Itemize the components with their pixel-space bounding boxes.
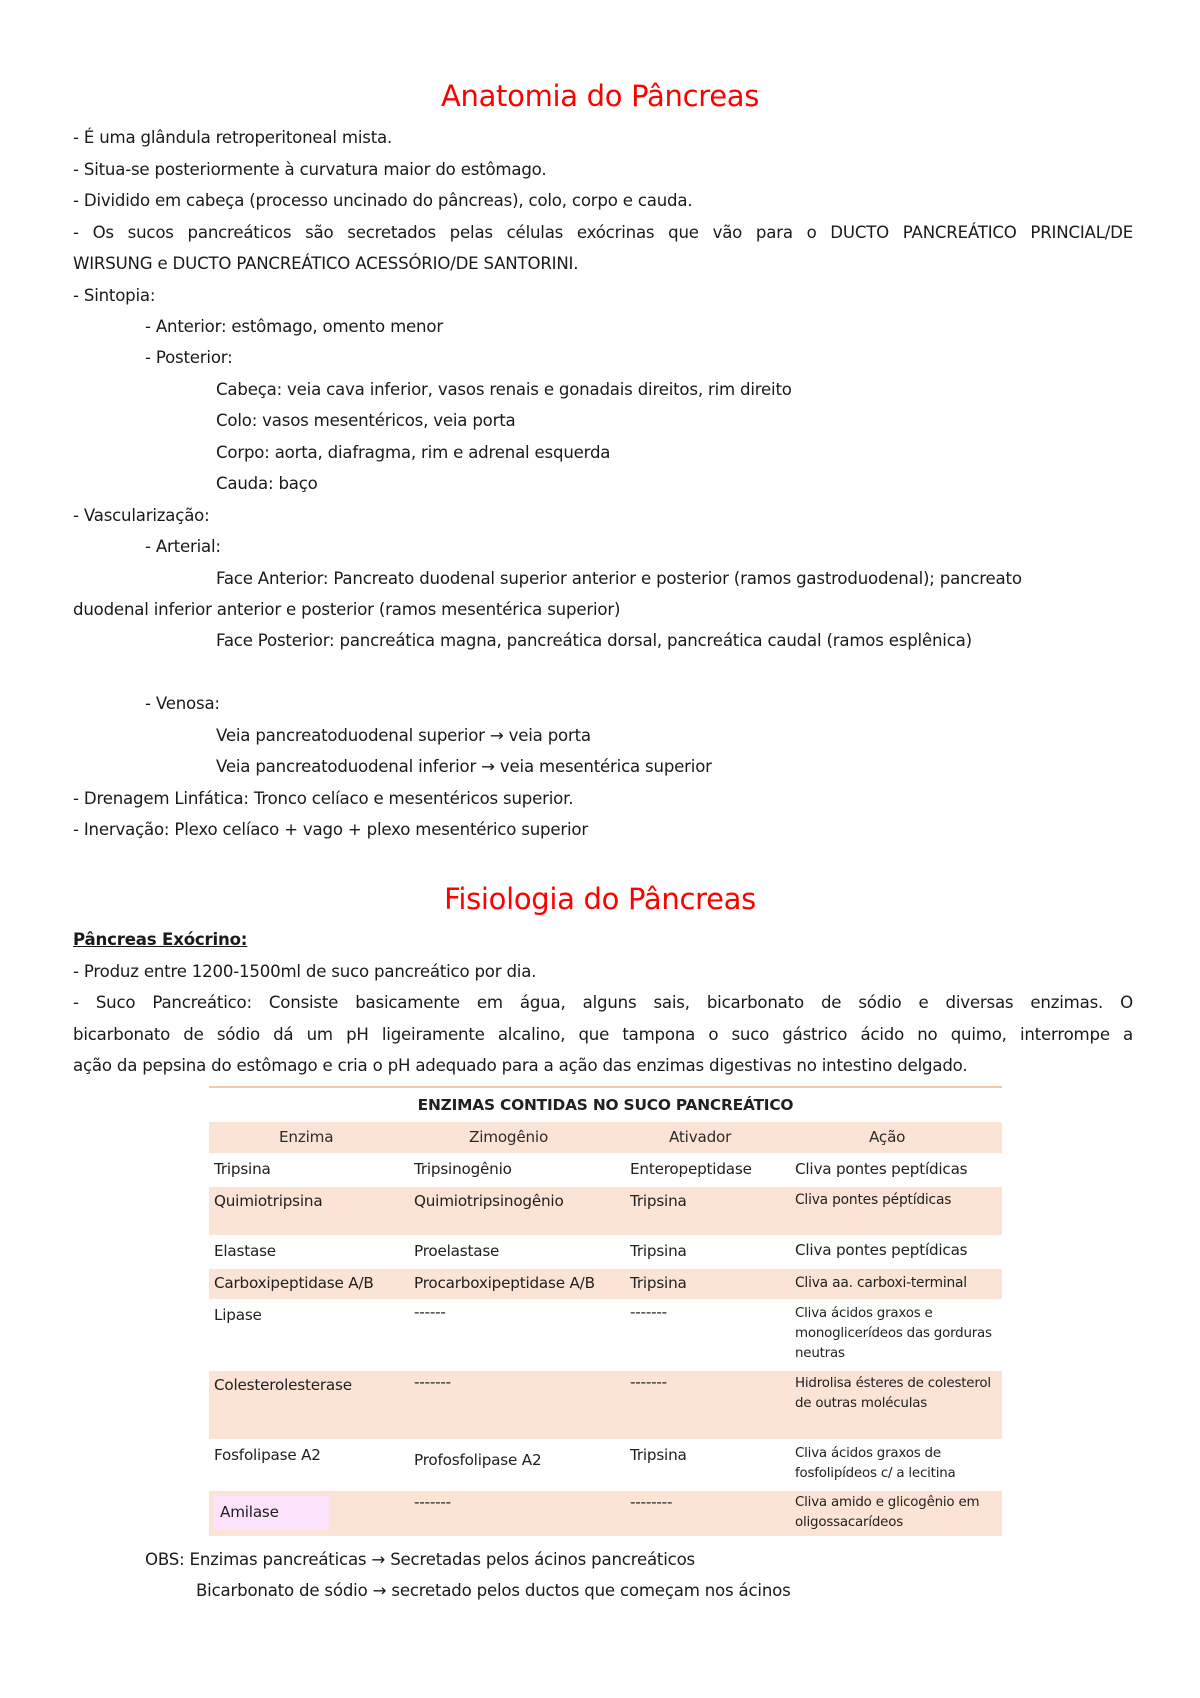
cell-zimogenio: -------	[414, 1493, 451, 1511]
cell-ativador: --------	[630, 1493, 673, 1511]
face-anterior-line-a: Face Anterior: Pancreato duodenal superior anterior e posterior (ramos gastroduodenal); pancreato	[216, 569, 1022, 588]
cell-ativador: Enteropeptidase	[630, 1160, 752, 1178]
header-zimogenio: Zimogênio	[469, 1128, 549, 1146]
cell-zimogenio: ------	[414, 1303, 446, 1321]
anatomy-line-1: - É uma glândula retroperitoneal mista.	[73, 128, 393, 147]
posterior-cabeca: Cabeça: veia cava inferior, vasos renais e gonadais direitos, rim direito	[216, 380, 792, 399]
physiology-subtitle: Pâncreas Exócrino:	[73, 930, 248, 949]
cell-zimogenio: Procarboxipeptidase A/B	[414, 1274, 595, 1292]
cell-acao: Cliva pontes peptídicas	[795, 1241, 968, 1259]
cell-enzima: Colesterolesterase	[214, 1376, 352, 1394]
face-anterior-line-b: duodenal inferior anterior e posterior (ramos mesentérica superior)	[73, 600, 621, 619]
table-row	[209, 1155, 1002, 1185]
cell-acao: Cliva amido e glicogênio em oligossacarídeos	[795, 1495, 980, 1530]
table-row	[209, 1237, 1002, 1267]
cell-enzima: Tripsina	[214, 1160, 271, 1178]
table-row	[209, 1301, 1002, 1369]
cell-enzima: Elastase	[214, 1242, 276, 1260]
physiology-line-1: - Produz entre 1200-1500ml de suco pancreático por dia.	[73, 962, 537, 981]
header-enzima: Enzima	[279, 1128, 334, 1146]
inervacao: - Inervação: Plexo celíaco + vago + plexo mesentérico superior	[73, 820, 589, 839]
cell-enzima: Carboxipeptidase A/B	[214, 1274, 374, 1292]
posterior-cauda: Cauda: baço	[216, 474, 318, 493]
table-row	[209, 1187, 1002, 1235]
cell-ativador: Tripsina	[630, 1274, 687, 1292]
arterial-heading: - Arterial:	[145, 537, 221, 556]
cell-ativador: Tripsina	[630, 1242, 687, 1260]
table-header-row	[209, 1122, 1002, 1153]
cell-acao: Cliva pontes peptídicas	[795, 1160, 968, 1178]
cell-zimogenio: -------	[414, 1373, 451, 1391]
physiology-title: Fisiologia do Pâncreas	[444, 882, 756, 916]
cell-acao: Cliva aa. carboxi-terminal	[795, 1275, 967, 1291]
obs-line-2: Bicarbonato de sódio → secretado pelos ductos que começam nos ácinos	[196, 1581, 791, 1600]
table-row	[209, 1371, 1002, 1439]
cell-zimogenio: Profosfolipase A2	[414, 1451, 542, 1469]
venosa-line-1: Veia pancreatoduodenal superior → veia porta	[216, 726, 591, 745]
table-top-rule	[209, 1086, 1002, 1088]
posterior-corpo: Corpo: aorta, diafragma, rim e adrenal esquerda	[216, 443, 611, 462]
cell-zimogenio: Quimiotripsinogênio	[414, 1192, 564, 1210]
anatomy-line-2: - Situa-se posteriormente à curvatura maior do estômago.	[73, 160, 547, 179]
sintopia-heading: - Sintopia:	[73, 286, 156, 305]
posterior-colo: Colo: vasos mesentéricos, veia porta	[216, 411, 516, 430]
cell-enzima: Amilase	[220, 1503, 279, 1521]
cell-ativador: -------	[630, 1373, 667, 1391]
cell-zimogenio: Tripsinogênio	[414, 1160, 512, 1178]
anatomy-line-4b: WIRSUNG e DUCTO PANCREÁTICO ACESSÓRIO/DE SANTORINI.	[73, 254, 579, 273]
obs-line-1: OBS: Enzimas pancreáticas → Secretadas pelos ácinos pancreáticos	[145, 1550, 695, 1569]
table-row	[209, 1269, 1002, 1299]
cell-acao: Cliva pontes péptídicas	[795, 1192, 952, 1208]
face-posterior: Face Posterior: pancreática magna, pancreática dorsal, pancreática caudal (ramos esplênica)	[216, 631, 972, 650]
cell-enzima: Quimiotripsina	[214, 1192, 323, 1210]
physiology-line-2c: ação da pepsina do estômago e cria o pH adequado para a ação das enzimas digestivas no intestino delgado.	[73, 1056, 968, 1075]
physiology-line-2a: - Suco Pancreático: Consiste basicamente em água, alguns sais, bicarbonato de sódio e diversas enzimas. O	[73, 993, 1133, 1012]
table-title: ENZIMAS CONTIDAS NO SUCO PANCREÁTICO	[417, 1096, 794, 1114]
vascularizacao-heading: - Vascularização:	[73, 506, 210, 525]
table-row	[209, 1491, 1002, 1536]
cell-ativador: -------	[630, 1303, 667, 1321]
cell-acao: Cliva ácidos graxos de fosfolipídeos c/ a lecitina	[795, 1446, 956, 1481]
cell-ativador: Tripsina	[630, 1446, 687, 1464]
cell-enzima: Fosfolipase A2	[214, 1446, 321, 1464]
anatomy-line-4a: - Os sucos pancreáticos são secretados pelas células exócrinas que vão para o DUCTO PANCREÁTICO PRINCIAL/DE	[73, 223, 1133, 242]
sintopia-posterior: - Posterior:	[145, 348, 233, 367]
cell-ativador: Tripsina	[630, 1192, 687, 1210]
sintopia-anterior: - Anterior: estômago, omento menor	[145, 317, 443, 336]
venosa-line-2: Veia pancreatoduodenal inferior → veia mesentérica superior	[216, 757, 712, 776]
table-row	[209, 1441, 1002, 1489]
drenagem-linfatica: - Drenagem Linfática: Tronco celíaco e mesentéricos superior.	[73, 789, 574, 808]
cell-acao: Hidrolisa ésteres de colesterol de outras moléculas	[795, 1376, 991, 1411]
cell-zimogenio: Proelastase	[414, 1242, 500, 1260]
venosa-heading: - Venosa:	[145, 694, 220, 713]
cell-enzima: Lipase	[214, 1306, 262, 1324]
anatomy-line-3: - Dividido em cabeça (processo uncinado do pâncreas), colo, corpo e cauda.	[73, 191, 693, 210]
header-ativador: Ativador	[669, 1128, 732, 1146]
anatomy-title: Anatomia do Pâncreas	[440, 79, 760, 113]
physiology-line-2b: bicarbonato de sódio dá um pH ligeiramente alcalino, que tampona o suco gástrico ácido no quimo, interrompe a	[73, 1025, 1133, 1044]
enzyme-table	[209, 1086, 1002, 1536]
header-acao: Ação	[869, 1128, 906, 1146]
cell-acao: Cliva ácidos graxos e monoglicerídeos das gorduras neutras	[795, 1306, 992, 1361]
